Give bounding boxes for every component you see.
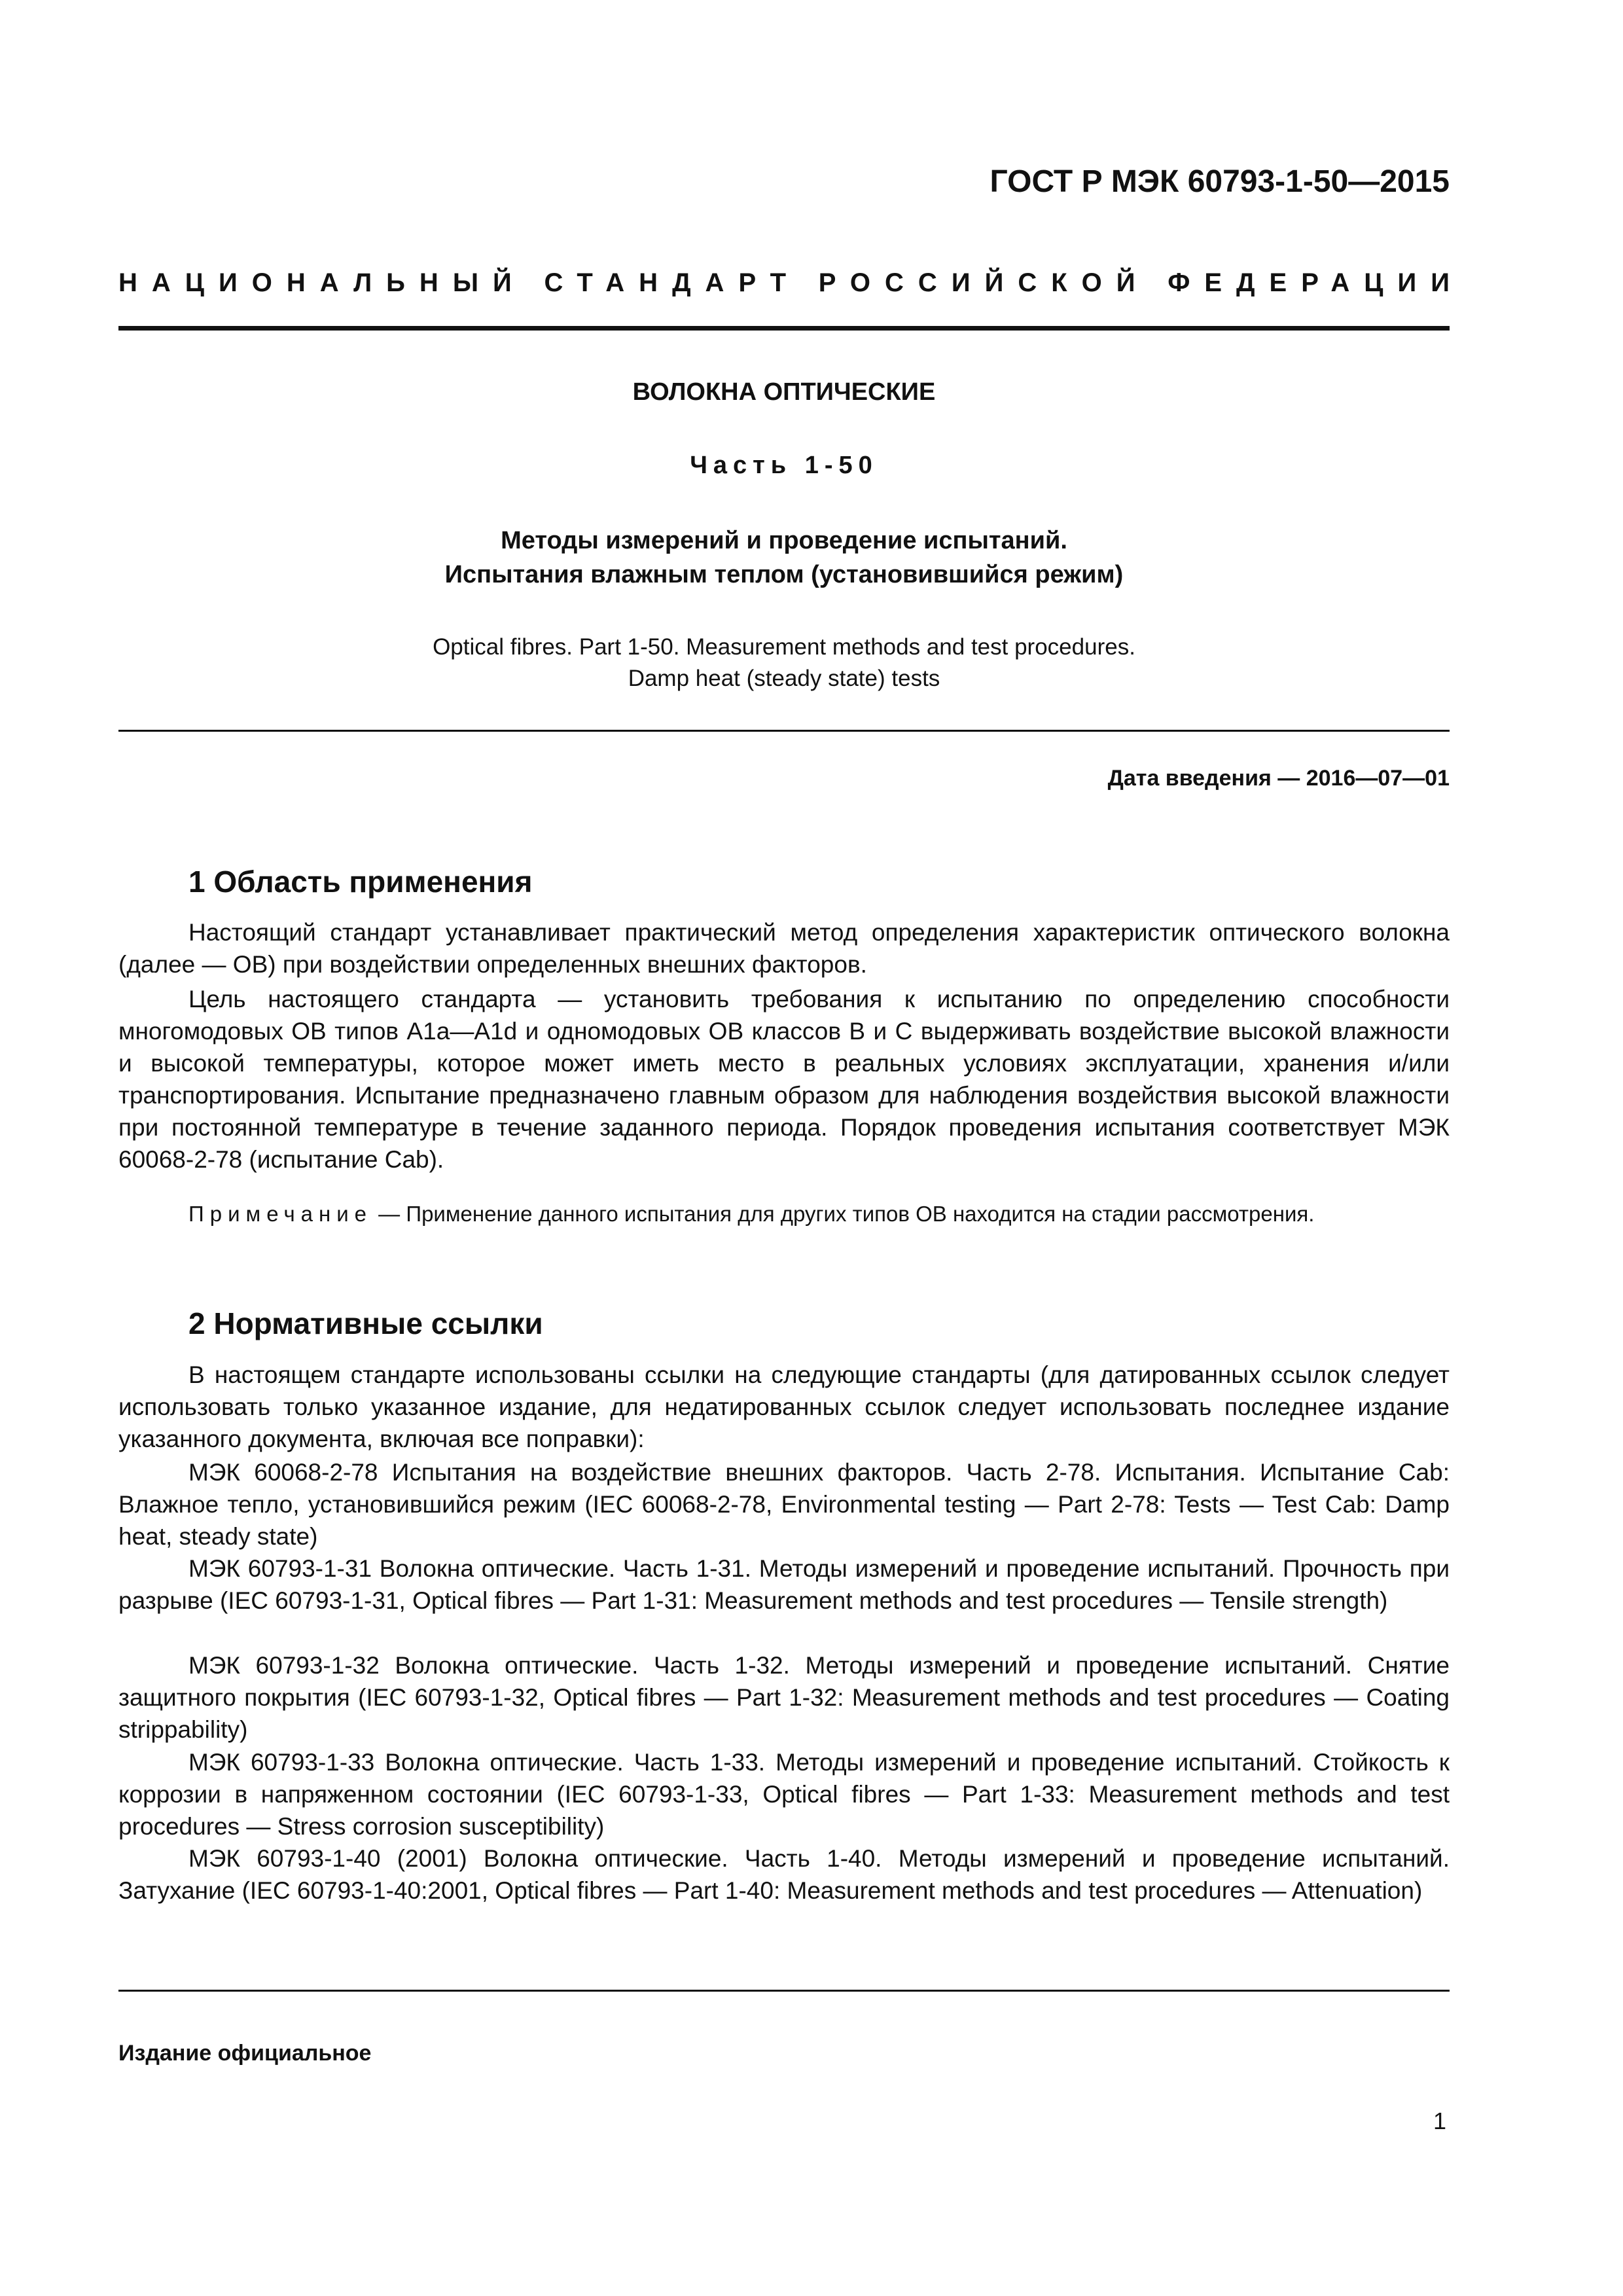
scope-paragraph: Цель настоящего стандарта — установить требования к испытанию по определению способности многомодовых ОВ типов А1а—A1d и одномодовых ОВ классов В и С выдерживать воздействие высокой влажности и высокой температуры, которое может иметь место в реальных условиях эксплуатации, хранения и/или транспортирования. Испытание предназначено главным образом для наблюдения воздействия высокой влажности при постоянной температуре в течение заданного периода. Порядок проведения испытания соответствует МЭК 60068-2-78 (испытание Cab). [118, 986, 1450, 1173]
scope-paragraph: Настоящий стандарт устанавливает практический метод определения характеристик оптического волокна (далее — ОВ) при воздействии определенных внешних факторов. [118, 919, 1450, 978]
document-title: ВОЛОКНА ОПТИЧЕСКИЕ [632, 378, 936, 406]
english-title-line: Damp heat (steady state) tests [628, 666, 940, 691]
footer-divider [118, 1990, 1450, 1992]
reference-item: МЭК 60793-1-31 Волокна оптические. Часть 1-31. Методы измерений и проведение испытаний. Прочность при разрыве (IEC 60793-1-31, Optical fibres — Part 1-31: Measurement methods and test procedures — Tensile strength) [118, 1555, 1450, 1614]
note-label: Примечание [188, 1202, 373, 1226]
official-edition-label: Издание официальное [118, 2041, 372, 2066]
reference-item: МЭК 60793-1-40 (2001) Волокна оптические. Часть 1-40. Методы измерений и проведение испытаний. Затухание (IEC 60793-1-40:2001, Optical fibres — Part 1-40: Measurement methods and test procedures — Attenuation) [118, 1845, 1450, 1904]
reference-item: МЭК 60793-1-33 Волокна оптические. Часть 1-33. Методы измерений и проведение испытаний. Стойкость к коррозии в напряженном состоянии (IEC 60793-1-33, Optical fibres — Part 1-33: Measurement methods and test procedures — Stress corrosion susceptibility) [118, 1749, 1450, 1840]
english-title-line: Optical fibres. Part 1-50. Measurement methods and test procedures. [433, 634, 1135, 660]
header-divider [118, 326, 1450, 331]
national-standard-banner [118, 268, 1464, 298]
reference-item: МЭК 60068-2-78 Испытания на воздействие внешних факторов. Часть 2-78. Испытания. Испытание Cab: Влажное тепло, установившийся режим (IEC 60068-2-78, Environmental testing — Part 2-78: Tests — Test Cab: Damp heat, steady state) [118, 1459, 1450, 1550]
document-part: Часть 1-50 [690, 452, 878, 479]
references-intro: В настоящем стандарте использованы ссылки на следующие стандарты (для датированных ссылок следует использовать только указанное издание, для недатированных ссылок следует использовать последнее издание указанного документа, включая все поправки): [118, 1361, 1450, 1452]
english-title [118, 632, 1450, 694]
reference-item: МЭК 60793-1-32 Волокна оптические. Часть 1-32. Методы измерений и проведение испытаний. Снятие защитного покрытия (IEC 60793-1-32, Optical fibres — Part 1-32: Measurement methods and test procedures — Coating strippability) [118, 1652, 1450, 1743]
subtitle-line: Методы измерений и проведение испытаний. [501, 527, 1067, 554]
subtitle-line: Испытания влажным теплом (установившийся режим) [444, 561, 1124, 588]
banner-word: НАЦИОНАЛЬНЫЙ [118, 268, 526, 297]
document-subtitle [118, 524, 1450, 592]
section-heading-references: 2 Нормативные ссылки [188, 1306, 543, 1340]
banner-word: РОССИЙСКОЙ [818, 268, 1150, 297]
banner-word: СТАНДАРТ [544, 268, 801, 297]
introduction-date: Дата введения — 2016—07—01 [1107, 766, 1450, 791]
banner-word: ФЕДЕРАЦИИ [1168, 268, 1464, 297]
title-divider [118, 730, 1450, 732]
scope-note [118, 1199, 1450, 1229]
document-code: ГОСТ Р МЭК 60793-1-50—2015 [990, 164, 1450, 199]
note-text: — Применение данного испытания для других типов ОВ находится на стадии рассмотрения. [372, 1202, 1315, 1226]
page-number: 1 [1433, 2108, 1446, 2134]
section-heading-scope: 1 Область применения [188, 865, 533, 899]
